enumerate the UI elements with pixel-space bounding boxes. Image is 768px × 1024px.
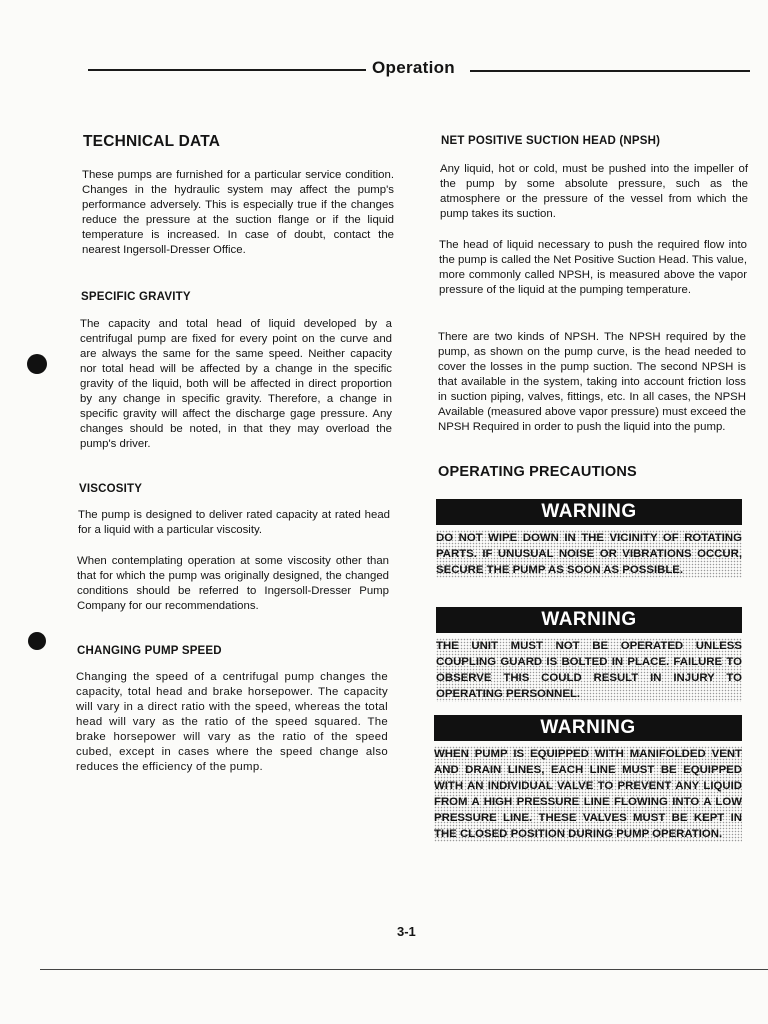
viscosity-body-2: When contemplating operation at some viscosity other than that for which the pump was originally designed, the changed conditions should be referred to Ingersoll-Dresser Pump Company for our recommendations. bbox=[77, 555, 389, 612]
footer-rule bbox=[40, 969, 768, 970]
warning-banner-3: WARNING bbox=[434, 715, 742, 741]
npsh-body-1: Any liquid, hot or cold, must be pushed into the impeller of the pump by some absolute pressure, such as the atmosphere or the pressure of the vessel from which the pump takes its suction. bbox=[440, 163, 748, 220]
specific-gravity-body: The capacity and total head of liquid developed by a centrifugal pump are fixed for every point on the curve and are always the same for the same speed. Neither capacity nor total head will be affected by a change in the specific gravity of the liquid, both will be affected in direct proportion by any change in specific gravity. Therefore, a change in specific gravity will affect the discharge gage pressure. Any changes should be noted, in that they may overload the pump's driver. bbox=[80, 318, 392, 450]
header-rule-left bbox=[88, 69, 366, 71]
warning-text-1: DO NOT WIPE DOWN IN THE VICINITY OF ROTATING PARTS. IF UNUSUAL NOISE OR VIBRATIONS OCCUR, SECURE THE PUMP AS SOON AS POSSIBLE. bbox=[436, 532, 742, 576]
warning-banner-1: WARNING bbox=[436, 499, 742, 525]
changing-pump-speed-body: Changing the speed of a centrifugal pump changes the capacity, total head and brake horsepower. The capacity will vary in a direct ratio with the speed, whereas the total head will vary as the ratio of the speed squared. The brake horsepower will vary as the ratio of the speed cubed, except in cases where the speed change also reduces the efficiency of the pump. bbox=[76, 671, 388, 773]
specific-gravity-heading: SPECIFIC GRAVITY bbox=[81, 291, 191, 303]
npsh-body-3: There are two kinds of NPSH. The NPSH required by the pump, as shown on the pump curve, is the head needed to cover the losses in the pump suction. The second NPSH is that available in the system, taking into account friction loss in suction piping, valves, fittings, etc. In all cases, the NPSH Available (measured above vapor pressure) must exceed the NPSH Required in order to push the liquid into the pump. bbox=[438, 331, 746, 433]
technical-data-body: These pumps are furnished for a particular service condition. Changes in the hydraulic system may affect the pump's performance adversely. This is especially true if the changes reduce the pressure at the suction flange or if the liquid temperature is increased. In case of doubt, contact the nearest Ingersoll-Dresser Office. bbox=[82, 169, 394, 256]
technical-data-heading: TECHNICAL DATA bbox=[83, 133, 221, 150]
header-rule-right bbox=[470, 70, 750, 72]
npsh-heading: NET POSITIVE SUCTION HEAD (NPSH) bbox=[441, 135, 661, 147]
warning-text-3: WHEN PUMP IS EQUIPPED WITH MANIFOLDED VENT AND DRAIN LINES, EACH LINE MUST BE EQUIPPED WITH AN INDIVIDUAL VALVE TO PREVENT ANY LIQUID FROM A HIGH PRESSURE LINE FLOWING INTO A LOW PRESSURE LINE. THESE VALVES MUST BE KEPT IN THE CLOSED POSITION DURING PUMP OPERATION. bbox=[434, 748, 742, 840]
changing-pump-speed-heading: CHANGING PUMP SPEED bbox=[77, 645, 222, 657]
warning-banner-2: WARNING bbox=[436, 607, 742, 633]
viscosity-body-1: The pump is designed to deliver rated capacity at rated head for a liquid with a particular viscosity. bbox=[78, 509, 390, 536]
page-number: 3-1 bbox=[397, 924, 416, 939]
section-title: Operation bbox=[372, 58, 455, 77]
viscosity-heading: VISCOSITY bbox=[79, 483, 143, 495]
warning-text-2: THE UNIT MUST NOT BE OPERATED UNLESS COUPLING GUARD IS BOLTED IN PLACE. FAILURE TO OBSERVE THIS COULD RESULT IN INJURY TO OPERATING PERSONNEL. bbox=[436, 640, 742, 700]
npsh-body-2: The head of liquid necessary to push the required flow into the pump is called the Net Positive Suction Head. This value, more commonly called NPSH, is measured above the vapor pressure of the liquid at the pumping temperature. bbox=[439, 239, 747, 296]
operating-precautions-heading: OPERATING PRECAUTIONS bbox=[438, 464, 637, 480]
binder-hole-lower bbox=[28, 632, 46, 650]
binder-hole-upper bbox=[27, 354, 47, 374]
